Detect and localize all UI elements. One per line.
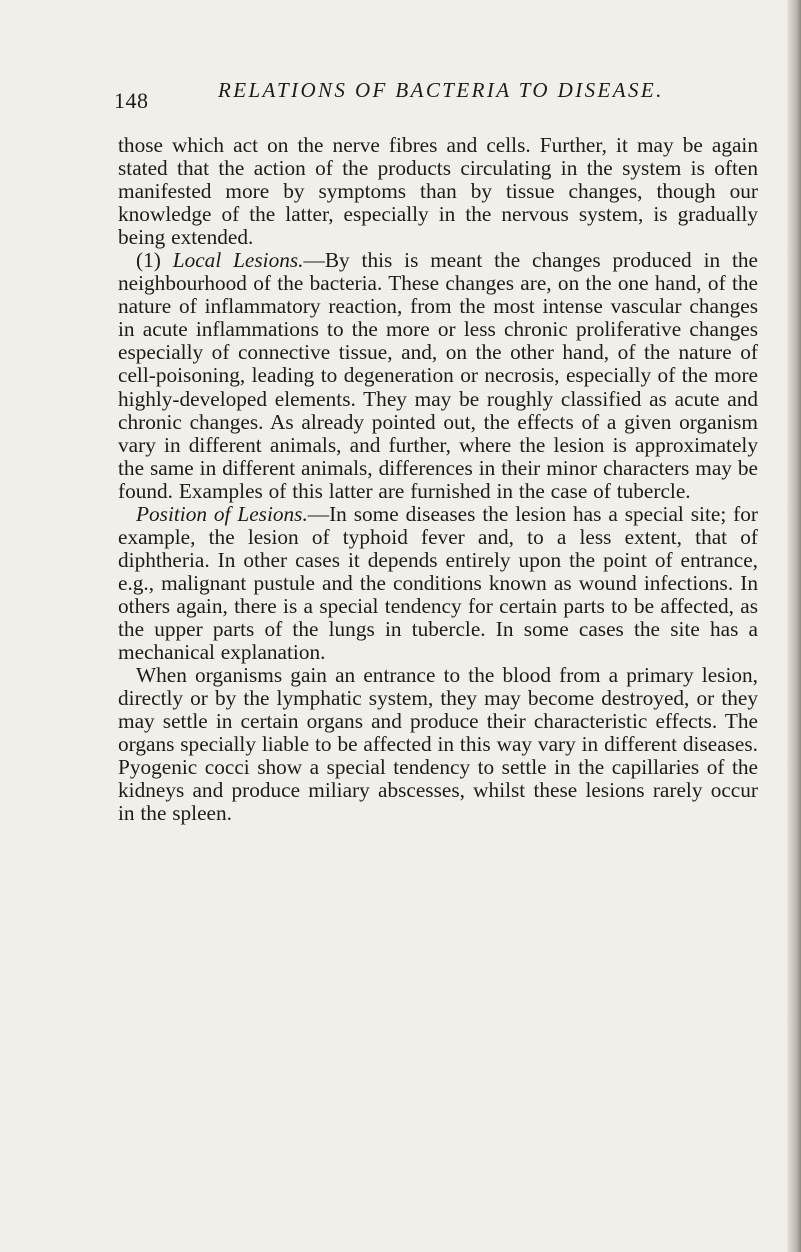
- paragraph-position-of-lesions: [118, 503, 758, 664]
- paragraph-continuation: [118, 134, 758, 249]
- running-head-title: RELATIONS OF BACTERIA TO DISEASE.: [218, 78, 664, 102]
- page-number: 148: [114, 88, 149, 113]
- section-heading: Local Lesions.: [172, 248, 304, 273]
- running-head: [114, 78, 758, 113]
- page-edge-shadow: [787, 0, 801, 1252]
- paragraph-text: —In some diseases the lesion has a special site; for example, the lesion of typhoid fever and, to a less extent, that of diphtheria. In other cases it depends entirely upon the point of entrance, e.g., malignant pustule and the conditions known as wound infections. In others again, there is a special tendency for certain parts to be affected, as the upper parts of the lungs in tubercle. In some cases the site has a mechanical explanation.: [118, 501, 758, 665]
- paragraph-text: those which act on the nerve fibres and cells. Further, it may be again stated that the action of the products circulating in the system is often manifested more by symptoms than by tissue changes, though our knowledge of the latter, especially in the nervous system, is gradually being extended.: [118, 133, 758, 250]
- paragraph-text: —By this is meant the changes produced in the neighbourhood of the bacteria. These changes are, on the one hand, of the nature of inflammatory reaction, from the most intense vascular changes in acute inflammations to the more or less chronic proliferative changes especially of connective tissue, and, on the other hand, of the nature of cell-poisoning, leading to degeneration or necrosis, especially of the more highly-developed elements. They may be roughly classified as acute and chronic changes. As already pointed out, the effects of a given organism vary in different animals, and further, where the lesion is approximately the same in different animals, differences in their minor characters may be found. Examples of this latter are furnished in the case of tubercle.: [118, 248, 759, 503]
- paragraph-blood-entrance: [118, 664, 758, 825]
- book-page: [114, 78, 759, 826]
- section-number: (1): [136, 248, 161, 273]
- body-text: [118, 134, 758, 825]
- paragraph-text: When organisms gain an entrance to the blood from a primary lesion, directly or by the lymphatic system, they may become destroyed, or they may settle in certain organs and produce their characteristic effects. The organs specially liable to be affected in this way vary in different diseases. Pyogenic cocci show a special tendency to settle in the capillaries of the kidneys and produce miliary abscesses, whilst these lesions rarely occur in the spleen.: [118, 663, 758, 826]
- section-heading: Position of Lesions.: [136, 501, 308, 526]
- paragraph-local-lesions: [118, 249, 758, 503]
